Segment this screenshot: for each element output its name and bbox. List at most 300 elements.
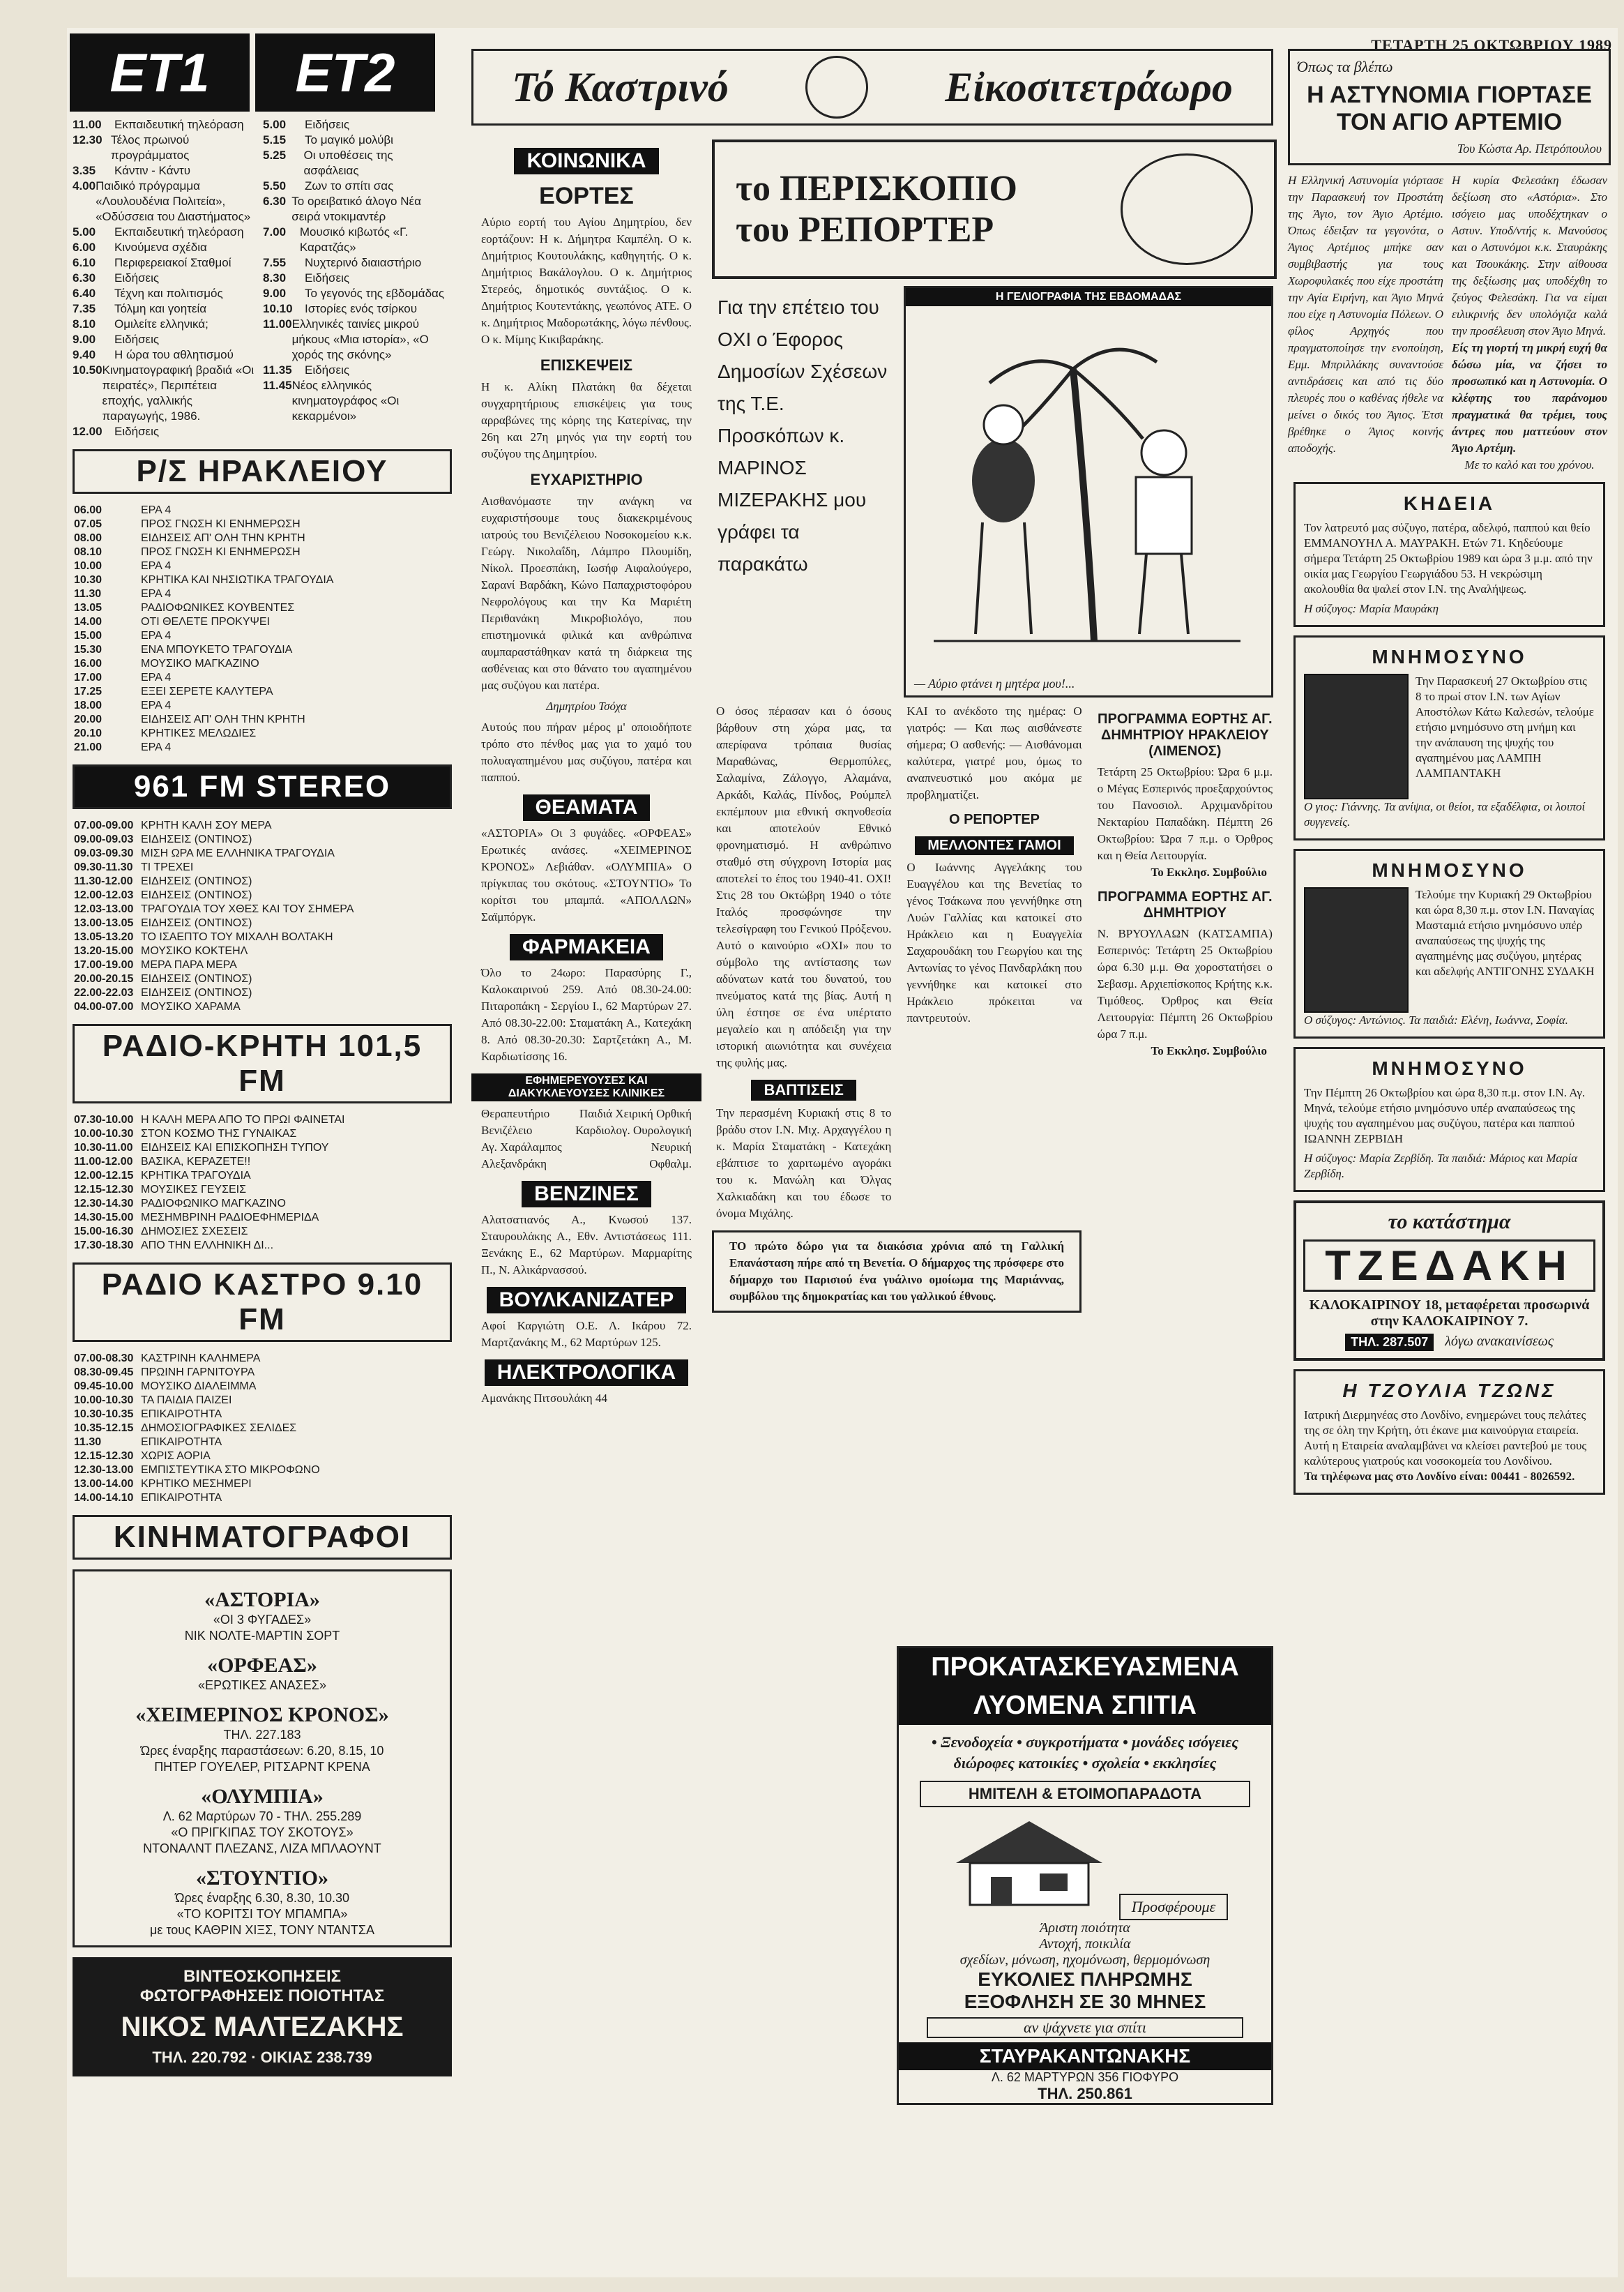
radiokriti-row <box>74 1127 450 1141</box>
et2-time: 6.30 <box>263 195 287 208</box>
stereo961-program: ΜΟΥΣΙΚΟ ΚΟΚΤΕΗΛ <box>141 945 248 957</box>
radiokastro-row <box>74 1394 450 1408</box>
portrait-photo <box>1304 674 1409 799</box>
et1-time: 6.30 <box>73 271 96 285</box>
et2-program: Ελληνικές ταινίες μικρού μήκους «Μια ιστορία», «Ο χορός της σκόνης» <box>291 317 429 361</box>
stereo961-program: ΕΙΔΗΣΕΙΣ (ΟΝΤΙΝΟΣ) <box>141 917 252 929</box>
et1-program: Ειδήσεις <box>114 271 160 285</box>
opinion-author: Του Κώστα Αρ. Πετρόπουλου <box>1457 142 1602 156</box>
radio-iraklio-title: Ρ/Σ ΗΡΑΚΛΕΙΟΥ <box>73 449 452 494</box>
thanks-sign: Δημητρίου Τσόχα <box>546 700 627 713</box>
et2-program: Το ορειβατικό άλογο Νέα σειρά ντοκιμαντέρ <box>291 195 421 223</box>
radiokriti-program: ΜΟΥΣΙΚΕΣ ΓΕΥΣΕΙΣ <box>141 1184 246 1196</box>
radiokriti-program: ΔΗΜΟΣΙΕΣ ΣΧΕΣΕΙΣ <box>141 1226 248 1237</box>
obituary-notice <box>1293 1047 1605 1192</box>
radio-iraklio-time: 17.25 <box>74 686 103 698</box>
houses-search: αν ψάχνετε για σπίτι <box>927 2017 1243 2038</box>
tyres-text: Αφοί Καργιώτη Ο.Ε. Λ. Ικάρου 72. Μαρτζανάκης Μ., 62 Μαρτύρων 125. <box>481 1319 692 1349</box>
radiokastro-row <box>74 1491 450 1505</box>
radio-iraklio-program: ΕΙΔΗΣΕΙΣ ΑΠ' ΟΛΗ ΤΗΝ ΚΡΗΤΗ <box>141 714 305 725</box>
radio-iraklio-row <box>74 727 450 741</box>
et2-row <box>263 271 448 286</box>
cinemas-title: ΚΙΝΗΜΑΤΟΓΡΑΦΟΙ <box>73 1515 452 1560</box>
stereo961-schedule <box>67 819 457 1014</box>
et1-row <box>73 225 257 240</box>
fuel-text: Αλατσατιανός Α., Κνωσού 137. Σταυρουλάκης Α., Εθν. Αντιστάσεως 111. Ξενάκης Ε., 62 Μαρτύρων. Μαρμαρίτης Π., Ν. Αλικάρνασσού. <box>481 1213 692 1276</box>
et2-row <box>263 317 448 363</box>
stereo961-program: ΤΡΑΓΟΥΔΙΑ ΤΟΥ ΧΘΕΣ ΚΑΙ ΤΟΥ ΣΗΜΕΡΑ <box>141 903 354 915</box>
program2-text: Ν. ΒΡΥΟΥΛΑΩΝ (ΚΑΤΣΑΜΠΑ) Εσπερινός: Τετάρτη 25 Οκτωβρίου ώρα 6.30 μ.μ. Θα χοροστατήσει ο Σεβασμ. Αρχιεπίσκοπος Κρήτης κ.κ. Τιμόθεος. Όρθρος και Θεία Λειτουργία: Πέμπτη 26 Οκτωβρίου ώρα 7 π.μ. <box>1097 927 1273 1041</box>
radiokriti-schedule <box>67 1113 457 1253</box>
et2-time: 7.00 <box>263 225 287 239</box>
et2-row <box>263 148 448 179</box>
tzoulia-contact: Τα τηλέφωνα μας στο Λονδίνο είναι: 00441 - 8026592. <box>1304 1470 1575 1483</box>
opinion-title: Η ΑΣΤΥΝΟΜΙΑ ΓΙΟΡΤΑΣΕ ΤΟΝ ΑΓΙΟ ΑΡΤΕΜΙΟ <box>1307 82 1592 135</box>
et1-program: Εκπαιδευτική τηλεόραση <box>114 118 244 131</box>
stereo961-program: ΜΟΥΣΙΚΟ ΧΑΡΑΜΑ <box>141 1001 241 1013</box>
marriage-title: ΜΕΛΛΟΝΤΕΣ ΓΑΜΟΙ <box>902 836 1086 855</box>
radiokriti-row <box>74 1239 450 1253</box>
feasts-text: Αύριο εορτή του Αγίου Δημητρίου, δεν εορτάζουν: Η κ. Δήμητρα Καμπέλη. Ο κ. Δημήτριος Κουτουλάκης, καθηγητής. Ο κ. Δημήτριος Βακάλογλου. Ο κ. Δημήτριος Στερεός, δημοτικός συντάξιος. Ο κ. Δημήτριος Κουτεντάκης, γεωπόνος ΑΤΕ. Ο κ. Δημήτριος Μαδορωτάκης, λόγω πένθους. Ο κ. Μίμης Κικιβαράκης. <box>481 216 692 346</box>
stereo961-program: ΤΟ ΙΣΑΕΠΤΟ ΤΟΥ ΜΙΧΑΛΗ ΒΟΛΤΑΚΗ <box>141 931 333 943</box>
obituary-notice <box>1293 849 1605 1039</box>
et2-time: 11.45 <box>263 379 292 392</box>
program2-sign: Το Εκκλησ. Συμβούλιο <box>1151 1044 1267 1057</box>
stereo961-program: ΜΙΣΗ ΩΡΑ ΜΕ ΕΛΛΗΝΙΚΑ ΤΡΑΓΟΥΔΙΑ <box>141 847 335 859</box>
radiokriti-time: 15.00-16.30 <box>74 1226 134 1237</box>
radio-iraklio-time: 07.05 <box>74 518 103 530</box>
obituary-sign: Η σύζυγος: Μαρία Μαυράκη <box>1304 602 1439 615</box>
obituary-notice <box>1293 482 1605 627</box>
electric-text: Αμανάκης Πιτσουλάκη 44 <box>481 1392 607 1405</box>
thanks-text: Αισθανόμαστε την ανάγκη να ευχαριστήσουμε τους διακεκριμένους ιατρούς του Βενιζέλειου Νοσοκομείου κ.κ. Γεώργ. Νικολαΐδη, Λάμπρο Πλουμίδη, Νίκολ. Προεσπάκη, Ιωσήφ Αιφαλούγερο, Σαρανί Βαρδάκη, Κώνο Παπαχριστοφόρου Νεφρολόγους και την Κα Μαριέτη Περιθανάκη Μικροβιολόγο, που επιστημονικά φιλικά και ανθρώπινα αυμπαραστάθηκαν κατά τη διάρκεια της ασθένειας και στο θάνατο του αγαπημένου μας συζύγου και πατέρα. <box>481 495 692 692</box>
et1-time: 11.00 <box>73 118 102 131</box>
radiokastro-row <box>74 1422 450 1435</box>
et2-row <box>263 133 448 148</box>
stereo961-row <box>74 903 450 917</box>
portrait-photo <box>1304 887 1409 1013</box>
cinema-line: με τους ΚΑΘΡΙΝ ΧΙΞΣ, ΤΟΝΥ ΝΤΑΝΤΣΑ <box>149 1923 375 1937</box>
cartoon-title: Η ΓΕΛΙΟΓΡΑΦΙΑ ΤΗΣ ΕΒΔΟΜΑΔΑΣ <box>906 288 1271 306</box>
et2-time: 5.50 <box>263 179 287 193</box>
houses-bullet2: Αντοχή, ποικιλία <box>1039 1936 1131 1952</box>
houses-title2: ΛΥΟΜΕΝΑ ΣΠΙΤΙΑ <box>899 1687 1271 1725</box>
stereo961-row <box>74 944 450 958</box>
clinic-departments: Νευρική <box>651 1140 692 1154</box>
et2-time: 8.30 <box>263 271 287 285</box>
clinic-row <box>481 1139 692 1156</box>
cinema-line: «ΕΡΩΤΙΚΕΣ ΑΝΑΣΕΣ» <box>198 1678 326 1692</box>
et1-program: Κινούμενα σχέδια <box>114 241 207 254</box>
et1-program: Τόλμη και γοητεία <box>114 302 207 315</box>
radiokriti-time: 10.00-10.30 <box>74 1128 134 1140</box>
electric-title: ΗΛΕΚΤΡΟΛΟΓΙΚΑ <box>471 1359 701 1386</box>
et2-row <box>263 194 448 225</box>
stereo961-time: 12.00-12.03 <box>74 889 134 901</box>
opinion-col2 <box>1448 172 1611 474</box>
et1-time: 4.00 <box>73 179 96 193</box>
baptism-text: Την περασμένη Κυριακή στις 8 το βράδυ στον Ι.Ν. Μιχ. Αρχαγγέλου η κ. Μαρία Σταματάκη - Κατεχάκη εβάπτισε το χαριτωμένο αγοράκι του κ. Μανώλη και Όλγας Χαλκιαδάκη και του έδωσε το όνομα Μιχάλης. <box>716 1106 892 1220</box>
obituary-title: ΚΗΔΕΙΑ <box>1403 492 1496 514</box>
et1-time: 6.10 <box>73 256 96 269</box>
radio-iraklio-time: 11.30 <box>74 588 102 600</box>
et1-row <box>73 179 257 225</box>
et1-time: 6.00 <box>73 241 96 254</box>
stereo961-time: 04.00-07.00 <box>74 1001 134 1013</box>
stereo961-time: 17.00-19.00 <box>74 959 134 971</box>
cinemas-box <box>73 1569 452 1947</box>
et2-program: Μουσικό κιβωτός «Γ. Καρατζάς» <box>299 225 409 254</box>
houses-pay2: ΕΞΟΦΛΗΣΗ ΣΕ 30 ΜΗΝΕΣ <box>964 1991 1206 2012</box>
tv-logos <box>67 28 457 117</box>
pharmacies-title: ΦΑΡΜΑΚΕΙΑ <box>471 934 701 960</box>
stereo961-time: 07.00-09.00 <box>74 820 134 831</box>
radio-iraklio-program: ΕΡΑ 4 <box>141 504 172 516</box>
clinic-departments: Καρδιολογ. Ουρολογική <box>575 1124 692 1137</box>
shop-phone: ΤΗΛ. 287.507 <box>1345 1334 1434 1351</box>
et1-program: Εκπαιδευτική τηλεόραση <box>114 225 244 239</box>
programs-column <box>1093 703 1277 1222</box>
radio-iraklio-time: 08.10 <box>74 546 103 558</box>
et1-time: 5.00 <box>73 225 96 239</box>
radio-iraklio-row <box>74 629 450 643</box>
stereo961-program: ΚΡΗΤΗ ΚΑΛΗ ΣΟΥ ΜΕΡΑ <box>141 820 272 831</box>
stereo961-program: ΤΙ ΤΡΕΧΕΙ <box>141 861 194 873</box>
radiokriti-time: 07.30-10.00 <box>74 1114 134 1126</box>
radiokastro-time: 13.00-14.00 <box>74 1478 134 1490</box>
pinned-text: ΤΟ πρώτο δώρο για τα διακόσια χρόνια από τη Γαλλική Επανάσταση πήρε από τη Βενετία. Ο δήμαρχος της πρόσφερε στο δήμαρχο του Παρισιού ένα γυάλινο ομοίωμα της Μαριάννας, συμβόλου της δημοκρατίας και του γαλλικού έθνους. <box>729 1239 1064 1303</box>
radiokriti-time: 12.30-14.30 <box>74 1198 134 1209</box>
masthead <box>471 49 1273 126</box>
obituary-title: ΜΝΗΜΟΣΥΝΟ <box>1372 859 1527 881</box>
stereo961-time: 09.30-11.30 <box>74 861 133 873</box>
stereo961-row <box>74 930 450 944</box>
et1-logo: ET1 <box>70 33 250 112</box>
newspaper-page <box>67 28 1618 2277</box>
et2-program: Ιστορίες ενός τσίρκου <box>305 302 417 315</box>
et2-program: Νυχτερινό διαιαστήριο <box>305 256 422 269</box>
shop-ad <box>1293 1200 1605 1361</box>
cartoon-caption: — Αύριο φτάνει η μητέρα μου!... <box>914 677 1075 691</box>
radio-iraklio-program: ΜΟΥΣΙΚΟ ΜΑΓΚΑΖΙΝΟ <box>141 658 259 670</box>
cinema-name: «ΧΕΙΜΕΡΙΝΟΣ ΚΡΟΝΟΣ» <box>135 1703 389 1726</box>
radio-iraklio-time: 20.00 <box>74 714 103 725</box>
radiokriti-program: ΒΑΣΙΚΑ, ΚΕΡΑΖΕΤΕ!! <box>141 1156 251 1168</box>
opinion-text1: Η Ελληνική Αστυνομία γιόρτασε την Παρασκευή τον Προστάτη της Άγιο, τον Άγιο Αρτέμιο. Όπως έδειξαν τα γεγονότα, ο Άγιος Αρτέμιος μπήκε σαν συμβιβαστής για τους Χωροφυλακές που είχε προστάτη την Αγία Ειρήνη, και Άγιο Μηνά που είχε η Αστυνομία Πόλεων. Ο φίλος Αρχηγός που πραγματοποίησε την ενοποίηση, Εμμ. Μπριλλάκης συναντούσε αντιδράσεις και από τις δύο πλευρές που ο καθένας ήθελε να μείνει ο δικός του Άγιος. Έτσι βρέθηκε ο Άγιος κοινής αποδοχής. <box>1288 174 1443 455</box>
obituary-title: ΜΝΗΜΟΣΥΝΟ <box>1372 646 1527 668</box>
et2-row <box>263 363 448 378</box>
obituary-text: Την Παρασκευή 27 Οκτωβρίου στις 8 το πρωί στον Ι.Ν. των Αγίων Αποστόλων Κάτω Καλεσών, τελούμε ετήσιο μνημόσυνο στη μνήμη και την ανάπαυση της ψυχής του αγαπημένου μας ΛΑΜΠΗ ΛΑΜΠΑΝΤΑΚΗ <box>1416 674 1594 780</box>
radio-iraklio-row <box>74 518 450 531</box>
clinics-title: ΕΦΗΜΕΡΕΥΟΥΣΕΣ ΚΑΙ ΔΙΑΚΥΚΛΕΥΟΥΣΕΣ ΚΛΙΝΙΚΕΣ <box>471 1073 701 1101</box>
program1-sign: Το Εκκλησ. Συμβούλιο <box>1151 866 1267 879</box>
opinion-text2: Η κυρία Φελεσάκη έδωσαν δεξίωση στο «Αστόρια». Στο ισόγειο μας υποδέχτηκαν ο Αστυν. Υποδ/ντής κ. Μανούσος και ο Αστυνόμοι κ.κ. Σταυράκης και Τσουκάκης. Στην αίθουσα της δεξίωσης μας υποδέχθη το ζεύγος Φελεσάκη. Για να είμαι ειλικρινής δεν υπολόγιζα καλά την προσέλευση στον Άγιο Μηνά. <box>1452 174 1607 338</box>
cinema-name: «ΟΛΥΜΠΙΑ» <box>201 1785 324 1808</box>
radio-iraklio-time: 15.30 <box>74 644 103 656</box>
cinema-line: «ΤΟ ΚΟΡΙΤΣΙ ΤΟΥ ΜΠΑΜΠΑ» <box>176 1907 348 1921</box>
radio-iraklio-row <box>74 685 450 699</box>
pinned-box <box>712 1230 1082 1313</box>
video-ad-line1: ΒΙΝΤΕΟΣΚΟΠΗΣΕΙΣ <box>183 1967 342 1986</box>
radiokriti-program: ΚΡΗΤΙΚΑ ΤΡΑΓΟΥΔΙΑ <box>141 1170 251 1182</box>
et2-row <box>263 225 448 255</box>
cinema-line: Λ. 62 Μαρτύρων 70 - ΤΗΛ. 255.289 <box>162 1809 362 1823</box>
marriage-text: Ο Ιωάννης Αγγελάκης του Ευαγγέλου και της Βενετίας το γένος Τσάκωνα που γεννήθηκε στη Λυών Γαλλίας και κατοικεί στο Ηράκλειο και η Ευαγγελία Σαχαρουδάκη του Γεωργίου και της Αντωνίας το γένος Πανδαρλάκη που γεννήθηκε και κατοικεί στο Ηράκλειο πρόκειται να παντρευτούν. <box>906 861 1082 1025</box>
radiokastro-program: ΜΟΥΣΙΚΟ ΔΙΑΛΕΙΜΜΑ <box>141 1380 257 1392</box>
et1-time: 6.40 <box>73 287 96 300</box>
stereo961-time: 20.00-20.15 <box>74 973 134 985</box>
clinic-name: Θεραπευτήριο <box>481 1107 550 1120</box>
radiokastro-time: 14.00-14.10 <box>74 1492 134 1504</box>
houses-pay1: ΕΥΚΟΛΙΕΣ ΠΛΗΡΩΜΗΣ <box>978 1968 1192 1990</box>
et1-time: 12.00 <box>73 425 103 438</box>
radio-iraklio-time: 13.05 <box>74 602 103 614</box>
obituary-sign: Η σύζυγος: Μαρία Ζερβίδη. Τα παιδιά: Μάριος και Μαρία Ζερβίδη. <box>1304 1152 1578 1180</box>
radio-iraklio-program: ΠΡΟΣ ΓΝΩΣΗ ΚΙ ΕΝΗΜΕΡΩΣΗ <box>141 546 301 558</box>
video-ad-name: ΝΙΚΟΣ ΜΑΛΤΕΖΑΚΗΣ <box>121 2012 404 2042</box>
et2-time: 5.00 <box>263 118 287 131</box>
cinema-line: ΝΤΟΝΑΛΝΤ ΠΛΕΖΑΝΣ, ΛΙΖΑ ΜΠΛΑΟΥΝΤ <box>143 1841 381 1855</box>
stereo961-time: 13.20-15.00 <box>74 945 134 957</box>
et2-logo: ET2 <box>255 33 435 112</box>
radiokastro-time: 10.00-10.30 <box>74 1394 134 1406</box>
radiokastro-program: ΠΡΩΙΝΗ ΓΑΡΝΙΤΟΥΡΑ <box>141 1366 255 1378</box>
et1-row <box>73 271 257 286</box>
opinion-kicker: Όπως τα βλέπω <box>1297 58 1393 75</box>
et2-program: Ειδήσεις <box>305 271 350 285</box>
et2-program: Το μαγικό μολύβι <box>305 133 393 146</box>
radiokriti-row <box>74 1183 450 1197</box>
clinic-row <box>481 1122 692 1139</box>
radio-iraklio-program: ΕΡΑ 4 <box>141 630 172 642</box>
radio-iraklio-time: 18.00 <box>74 700 103 711</box>
houses-bullet1: Άριστη ποιότητα <box>1040 1920 1130 1936</box>
et2-row <box>263 255 448 271</box>
radio-iraklio-row <box>74 545 450 559</box>
stereo961-row <box>74 819 450 833</box>
et1-program: Τέχνη και πολιτισμός <box>114 287 223 300</box>
radiokriti-row <box>74 1169 450 1183</box>
et1-row <box>73 133 257 163</box>
et1-time: 9.40 <box>73 348 96 361</box>
radiokastro-program: ΤΑ ΠΑΙΔΙΑ ΠΑΙΖΕΙ <box>141 1394 232 1406</box>
et1-time: 9.00 <box>73 333 96 346</box>
radiokriti-program: ΑΠΟ ΤΗΝ ΕΛΛΗΝΙΚΗ ΔΙ... <box>141 1239 274 1251</box>
stereo961-time: 13.05-13.20 <box>74 931 134 943</box>
radio-iraklio-row <box>74 615 450 629</box>
shop-name: ΤΖΕΔΑΚΗ <box>1303 1239 1595 1292</box>
radio-iraklio-time: 14.00 <box>74 616 103 628</box>
stereo961-program: ΕΙΔΗΣΕΙΣ (ΟΝΤΙΝΟΣ) <box>141 834 252 845</box>
obituary-sign: Ο γιος: Γιάννης. Τα ανίψια, οι θείοι, τα εξαδέλφια, οι λοιποί συγγενείς. <box>1304 800 1586 829</box>
opinion-bold: Είς τη γιορτή τη μικρή ευχή θα δώσω μία, να ζήσει το προσωπικό και η Αστυνομία. Ο κλέφτης του παράνομου πραγματικά θα τρέμει, τους άντρες που ματτεύουν στον Άγιο Αρτέμη. <box>1452 341 1607 455</box>
et1-row <box>73 163 257 179</box>
periscope-kai: ΚΑΙ το ανέκδοτο της ημέρας: Ο γιατρός: — Και πως αισθάνεστε σήμερα; Ο ασθενής: — Αισθάνομαι καλύτερα, γιατρέ μου, όμως το αναπνευστικό μου ακόμα με προβληματίζει. <box>906 704 1082 801</box>
radiokastro-time: 10.30-10.35 <box>74 1408 134 1420</box>
thanks2-text: Αυτούς που πήραν μέρος μ' οποιοδήποτε τρόπο στο πένθος μας για το χαμό του πολυαγαπημένου μας συζύγου, πατέρα και παππού. <box>481 721 692 784</box>
clinic-name: Βενιζέλειο <box>481 1124 533 1137</box>
et2-time: 5.25 <box>263 149 287 162</box>
tzoulia-title: Η ΤΖΟΥΛΙΑ ΤΖΩΝΣ <box>1342 1380 1556 1401</box>
cinema-line: Ώρες έναρξης 6.30, 8.30, 10.30 <box>174 1891 349 1905</box>
periscope-title-1: το ΠΕΡΙΣΚΟΠΙΟ <box>736 169 1017 209</box>
stereo961-row <box>74 889 450 903</box>
visits-title: ΕΠΙΣΚΕΨΕΙΣ <box>540 356 633 374</box>
radio-iraklio-row <box>74 741 450 755</box>
radio-iraklio-program: ΠΡΟΣ ΓΝΩΣΗ ΚΙ ΕΝΗΜΕΡΩΣΗ <box>141 518 301 530</box>
radio-iraklio-program: ΚΡΗΤΙΚΕΣ ΜΕΛΩΔΙΕΣ <box>141 727 257 739</box>
periscope-left <box>712 286 897 698</box>
radio-iraklio-row <box>74 671 450 685</box>
radiokastro-schedule <box>67 1352 457 1505</box>
et1-program: Περιφερειακοί Σταθμοί <box>114 256 232 269</box>
obituary-notice <box>1293 635 1605 840</box>
cinema-line: «ΟΙ 3 ΦΥΓΑΔΕΣ» <box>213 1613 312 1627</box>
et2-program: Ζων το σπίτι σας <box>305 179 394 193</box>
clinic-departments: Οφθαλμ. <box>649 1157 692 1170</box>
radiokastro-program: ΕΠΙΚΑΙΡΟΤΗΤΑ <box>141 1408 222 1420</box>
radio-iraklio-program: ΕΡΑ 4 <box>141 672 172 684</box>
radiokastro-time: 09.45-10.00 <box>74 1380 134 1392</box>
et2-time: 5.15 <box>263 133 287 146</box>
clinic-name: Αλεξανδράκη <box>481 1157 547 1170</box>
et1-row <box>73 317 257 332</box>
et1-row <box>73 117 257 133</box>
radiokriti-row <box>74 1225 450 1239</box>
stereo961-program: ΜΕΡΑ ΠΑΡΑ ΜΕΡΑ <box>141 959 237 971</box>
et2-program: Το γεγονός της εβδομάδας <box>305 287 445 300</box>
radiokastro-row <box>74 1477 450 1491</box>
periscope-lead: Για την επέτειο του ΟΧΙ ο Έφορος Δημοσίων Σχέσεων της Τ.Ε. Προσκόπων κ. ΜΑΡΙΝΟΣ ΜΙΖΕΡΑΚΗΣ μου γράφει τα παρακάτω <box>718 296 888 575</box>
theatres-title: ΘΕΑΜΑΤΑ <box>471 794 701 821</box>
obituary-text: Τον λατρευτό μας σύζυγο, πατέρα, αδελφό, παππού και θείο ΕΜΜΑΝΟΥΗΛ Α. ΜΑΥΡΑΚΗ. Ετών 71. Κηδεύουμε σήμερα Τετάρτη 25 Οκτωβρίου 1989 και ώρα 3 μ.μ. από την οικία μας Γεωργίου Γεωργιάδου 53. Η νεκρώσιμη ακολουθία θα ψαλεί στον Ι.Ν. της Αναλήψεως. <box>1304 521 1593 596</box>
theatres-text: «ΑΣΤΟΡΙΑ» Οι 3 φυγάδες. «ΟΡΦΕΑΣ» Ερωτικές ανάσες. «ΧΕΙΜΕΡΙΝΟΣ ΚΡΟΝΟΣ» Λεβιάθαν. «ΟΛΥΜΠΙΑ» Ο πρίγκιπας του σκότους. «ΣΤΟΥΝΤΙΟ» Το κορίτσι του μπαμπά. «ΑΠΟΛΛΩΝ» Σαϊμπόργκ. <box>481 827 692 923</box>
opinion-box <box>1288 49 1611 165</box>
houses-ad <box>897 1646 1273 2105</box>
et2-program: Νέος ελληνικός κινηματογράφος «Οι κεκαρμένοι» <box>291 379 400 423</box>
feasts-title: ΕΟΡΤΕΣ <box>539 183 634 209</box>
right-column <box>1284 28 1615 2277</box>
radio-iraklio-time: 10.30 <box>74 574 103 586</box>
program1-text: Τετάρτη 25 Οκτωβρίου: Ώρα 6 μ.μ. ο Μέγας Εσπερινός προεξαρχούντος του Πανοσιολ. Αρχιμανδρίτου Νεκταρίου Παπαδάκη. Πέμπτη 26 Οκτωβρίου: Ώρα 7 π.μ. ο Όρθρος και η Θεία Λειτουργία. <box>1097 765 1273 862</box>
radiokriti-time: 10.30-11.00 <box>74 1142 133 1154</box>
video-ad <box>73 1957 452 2076</box>
et1-row <box>73 286 257 301</box>
radiokriti-row <box>74 1113 450 1127</box>
radiokriti-time: 12.15-12.30 <box>74 1184 134 1196</box>
stereo961-row <box>74 1000 450 1014</box>
program1-title: ΠΡΟΓΡΑΜΜΑ ΕΟΡΤΗΣ ΑΓ. ΔΗΜΗΤΡΙΟΥ ΗΡΑΚΛΕΙΟΥ (ΛΙΜΕΝΟΣ) <box>1098 711 1273 759</box>
radiokastro-program: ΚΡΗΤΙΚΟ ΜΕΣΗΜΕΡΙ <box>141 1478 252 1490</box>
radio-iraklio-row <box>74 713 450 727</box>
et1-schedule <box>73 117 257 439</box>
radiokastro-row <box>74 1380 450 1394</box>
radio-iraklio-time: 15.00 <box>74 630 103 642</box>
et1-row <box>73 363 257 424</box>
et1-program: Η ώρα του αθλητισμού <box>114 348 234 361</box>
et2-row <box>263 179 448 194</box>
radio-iraklio-row <box>74 657 450 671</box>
clinic-departments: Παιδιά Χειρική Ορθική <box>579 1107 692 1120</box>
tzoulia-text: Ιατρική Διερμηνέας στο Λονδίνο, ενημερώνει τους πελάτες της σε όλη την Κρήτη, ότι έκανε μια καινούργια εταιρεία. Αυτή η Εταιρεία αναλαμβάνει να κλείσει ραντεβού με τους καλύτερους γιατρούς και νοσοκομεία του Λονδίνου. <box>1304 1408 1587 1468</box>
radio-iraklio-time: 10.00 <box>74 560 103 572</box>
cinema-line: ΤΗΛ. 227.183 <box>223 1728 301 1742</box>
et1-time: 3.35 <box>73 164 96 177</box>
stereo961-row <box>74 917 450 930</box>
radiokastro-row <box>74 1463 450 1477</box>
et2-time: 11.35 <box>263 363 292 377</box>
stereo961-row <box>74 861 450 875</box>
radio-iraklio-program: ΕΝΑ ΜΠΟΥΚΕΤΟ ΤΡΑΓΟΥΔΙΑ <box>141 644 293 656</box>
radiokastro-row <box>74 1449 450 1463</box>
program2-title: ΠΡΟΓΡΑΜΜΑ ΕΟΡΤΗΣ ΑΓ. ΔΗΜΗΤΡΙΟΥ <box>1098 889 1273 921</box>
stereo961-time: 12.03-13.00 <box>74 903 134 915</box>
radio-iraklio-row <box>74 573 450 587</box>
et1-program: Παιδικό πρόγραμμα «Λουλουδένια Πολιτεία», «Οδύσσεια του Διαστήματος» <box>96 179 251 223</box>
shop-note: λόγω ανακαινίσεως <box>1445 1334 1554 1349</box>
cinema-line: ΝΙΚ ΝΟΛΤΕ-ΜΑΡΤΙΝ ΣΟΡΤ <box>184 1629 340 1643</box>
periscope-column <box>712 140 1277 2277</box>
houses-lines: • Ξενοδοχεία • συγκροτήματα • μονάδες ισόγειες διώροφες κατοικίες • σχολεία • εκκλησίες <box>931 1733 1239 1772</box>
periscope-body <box>712 703 895 1222</box>
stereo961-row <box>74 875 450 889</box>
houses-title1: ΠΡΟΚΑΤΑΣΚΕΥΑΣΜΕΝΑ <box>899 1648 1271 1687</box>
radio-iraklio-program: ΕΡΑ 4 <box>141 741 172 753</box>
video-ad-line2: ΦΩΤΟΓΡΑΦΗΣΕΙΣ ΠΟΙΟΤΗΤΑΣ <box>139 1986 385 2005</box>
cinema-name: «ΣΤΟΥΝΤΙΟ» <box>196 1867 328 1890</box>
radio-iraklio-program: ΕΡΑ 4 <box>141 560 172 572</box>
radio-iraklio-schedule <box>67 504 457 755</box>
pharmacies-text: Όλο το 24ωρο: Παρασύρης Γ., Καλοκαιρινού 259. Από 08.30-24.00: Πιταροπάκη - Σεργίου Ι., 62 Μαρτύρων 27. Από 08.30-22.00: Σταματάκη Α., Κατεχάκη 8. Από 08.30-20.30: Σαρτζετάκη Α., Μ. Καρδιωτίσσης 16. <box>481 966 692 1063</box>
obituary-sign: Ο σύζυγος: Αντώνιος. Τα παιδιά: Ελένη, Ιωάννα, Σοφία. <box>1304 1013 1568 1027</box>
obituary-text: Την Πέμπτη 26 Οκτωβρίου και ώρα 8,30 π.μ. στον Ι.Ν. Αγ. Μηνά, τελούμε ετήσιο μνημόσυνο υπέρ αναπαύσεως της ψυχής του αγαπημένου μας συζύγου, πατέρα και παππού ΙΩΑΝΝΗ ΖΕΡΒΙΔΗ <box>1304 1086 1586 1145</box>
radiokastro-time: 08.30-09.45 <box>74 1366 134 1378</box>
et1-time: 8.10 <box>73 317 96 331</box>
radiokriti-program: ΡΑΔΙΟΦΩΝΙΚΟ ΜΑΓΚΑΖΙΝΟ <box>141 1198 286 1209</box>
obituary-text: Τελούμε την Κυριακή 29 Οκτωβρίου και ώρα 8,30 π.μ. στον Ι.Ν. Παναγίας Μασταμιά ετήσιο μνημόσυνο υπέρ αναπαύσεως της ψυχής της αγαπημένης μας συζύγου, μητέρας και αδελφής ΑΝΤΙΓΟΝΗΣ ΣΥΔΑΚΗ <box>1416 888 1595 978</box>
radiokastro-program: ΕΠΙΚΑΙΡΟΤΗΤΑ <box>141 1436 222 1448</box>
cartoon-drawing <box>906 306 1268 669</box>
periscope-middle <box>902 703 1086 1222</box>
radio-iraklio-program: ΕΞΕΙ ΣΕΡΕΤΕ ΚΑΛΥΤΕΡΑ <box>141 686 273 698</box>
et2-program: Ειδήσεις <box>305 363 350 377</box>
cartoon-box <box>904 286 1273 698</box>
radio-iraklio-time: 06.00 <box>74 504 103 516</box>
radiokastro-time: 10.35-12.15 <box>74 1422 134 1434</box>
radio-iraklio-row <box>74 559 450 573</box>
tv-listings <box>67 117 457 439</box>
radiokriti-time: 12.00-12.15 <box>74 1170 134 1182</box>
et1-row <box>73 332 257 347</box>
shop-kicker: το κατάστημα <box>1388 1210 1511 1233</box>
periscope-header <box>712 140 1277 279</box>
et2-time: 11.00 <box>263 317 292 331</box>
periscope-text: Ο όσος πέρασαν και ό όσους βάρθουν στη χώρα μας, τα απερίφανα τρόπαια θυσίας Μαραθώνας, Θερμοπύλες, Σαλαμίνα, Ζάλογγο, Αλαμάνα, Αρκάδι, Καλάς, Πίνδος, Ρούμπελ εκπέμπουν μια εθνική σκηνοθεσία και αποτελούν Εθνικό φρονηματισμό. Η ανθρώπινο σταθμό στη σύγχρονη Ιστορία μας αποτελεί το έπος του 1940-41. ΟΧΙ! Στις 28 του Οκτώβρη 1940 ο τότε Ιταλός προσφώνησε την τελεσίγραφη του Γενικού Πρόξενου. Αυτό ο καινούριο «ΟΧΙ» που το σύμβολο της αντίστασης των αδύνατων κατά του δυνατού, του πνεύματος κατά της βίας. Αυτή η ύλη έστησε σε ένα υπέρτατο μεγαλείο και η απόδειξη για την ιστορική αιωνιότητα και συνέχεια της φυλής μας. <box>716 704 892 1069</box>
radiokastro-row <box>74 1435 450 1449</box>
video-ad-phones: ΤΗΛ. 220.792 · ΟΙΚΙΑΣ 238.739 <box>152 2049 372 2066</box>
et1-program: Ειδήσεις <box>114 425 160 438</box>
radiokastro-time: 07.00-08.30 <box>74 1352 134 1364</box>
left-column <box>67 28 457 2277</box>
radiokriti-row <box>74 1141 450 1155</box>
radiokriti-title: ΡΑΔΙΟ-ΚΡΗΤΗ 101,5 FM <box>73 1024 452 1103</box>
radio-iraklio-row <box>74 531 450 545</box>
fuel-title: ΒΕΝΖΙΝΕΣ <box>471 1181 701 1207</box>
opinion-end: Με το καλό και του χρόνου. <box>1464 458 1595 472</box>
stereo961-program: ΕΙΔΗΣΕΙΣ (ΟΝΤΙΝΟΣ) <box>141 973 252 985</box>
et1-time: 12.30 <box>73 133 103 146</box>
radio-iraklio-program: ΟΤΙ ΘΕΛΕΤΕ ΠΡΟΚΥΨΕΙ <box>141 616 270 628</box>
